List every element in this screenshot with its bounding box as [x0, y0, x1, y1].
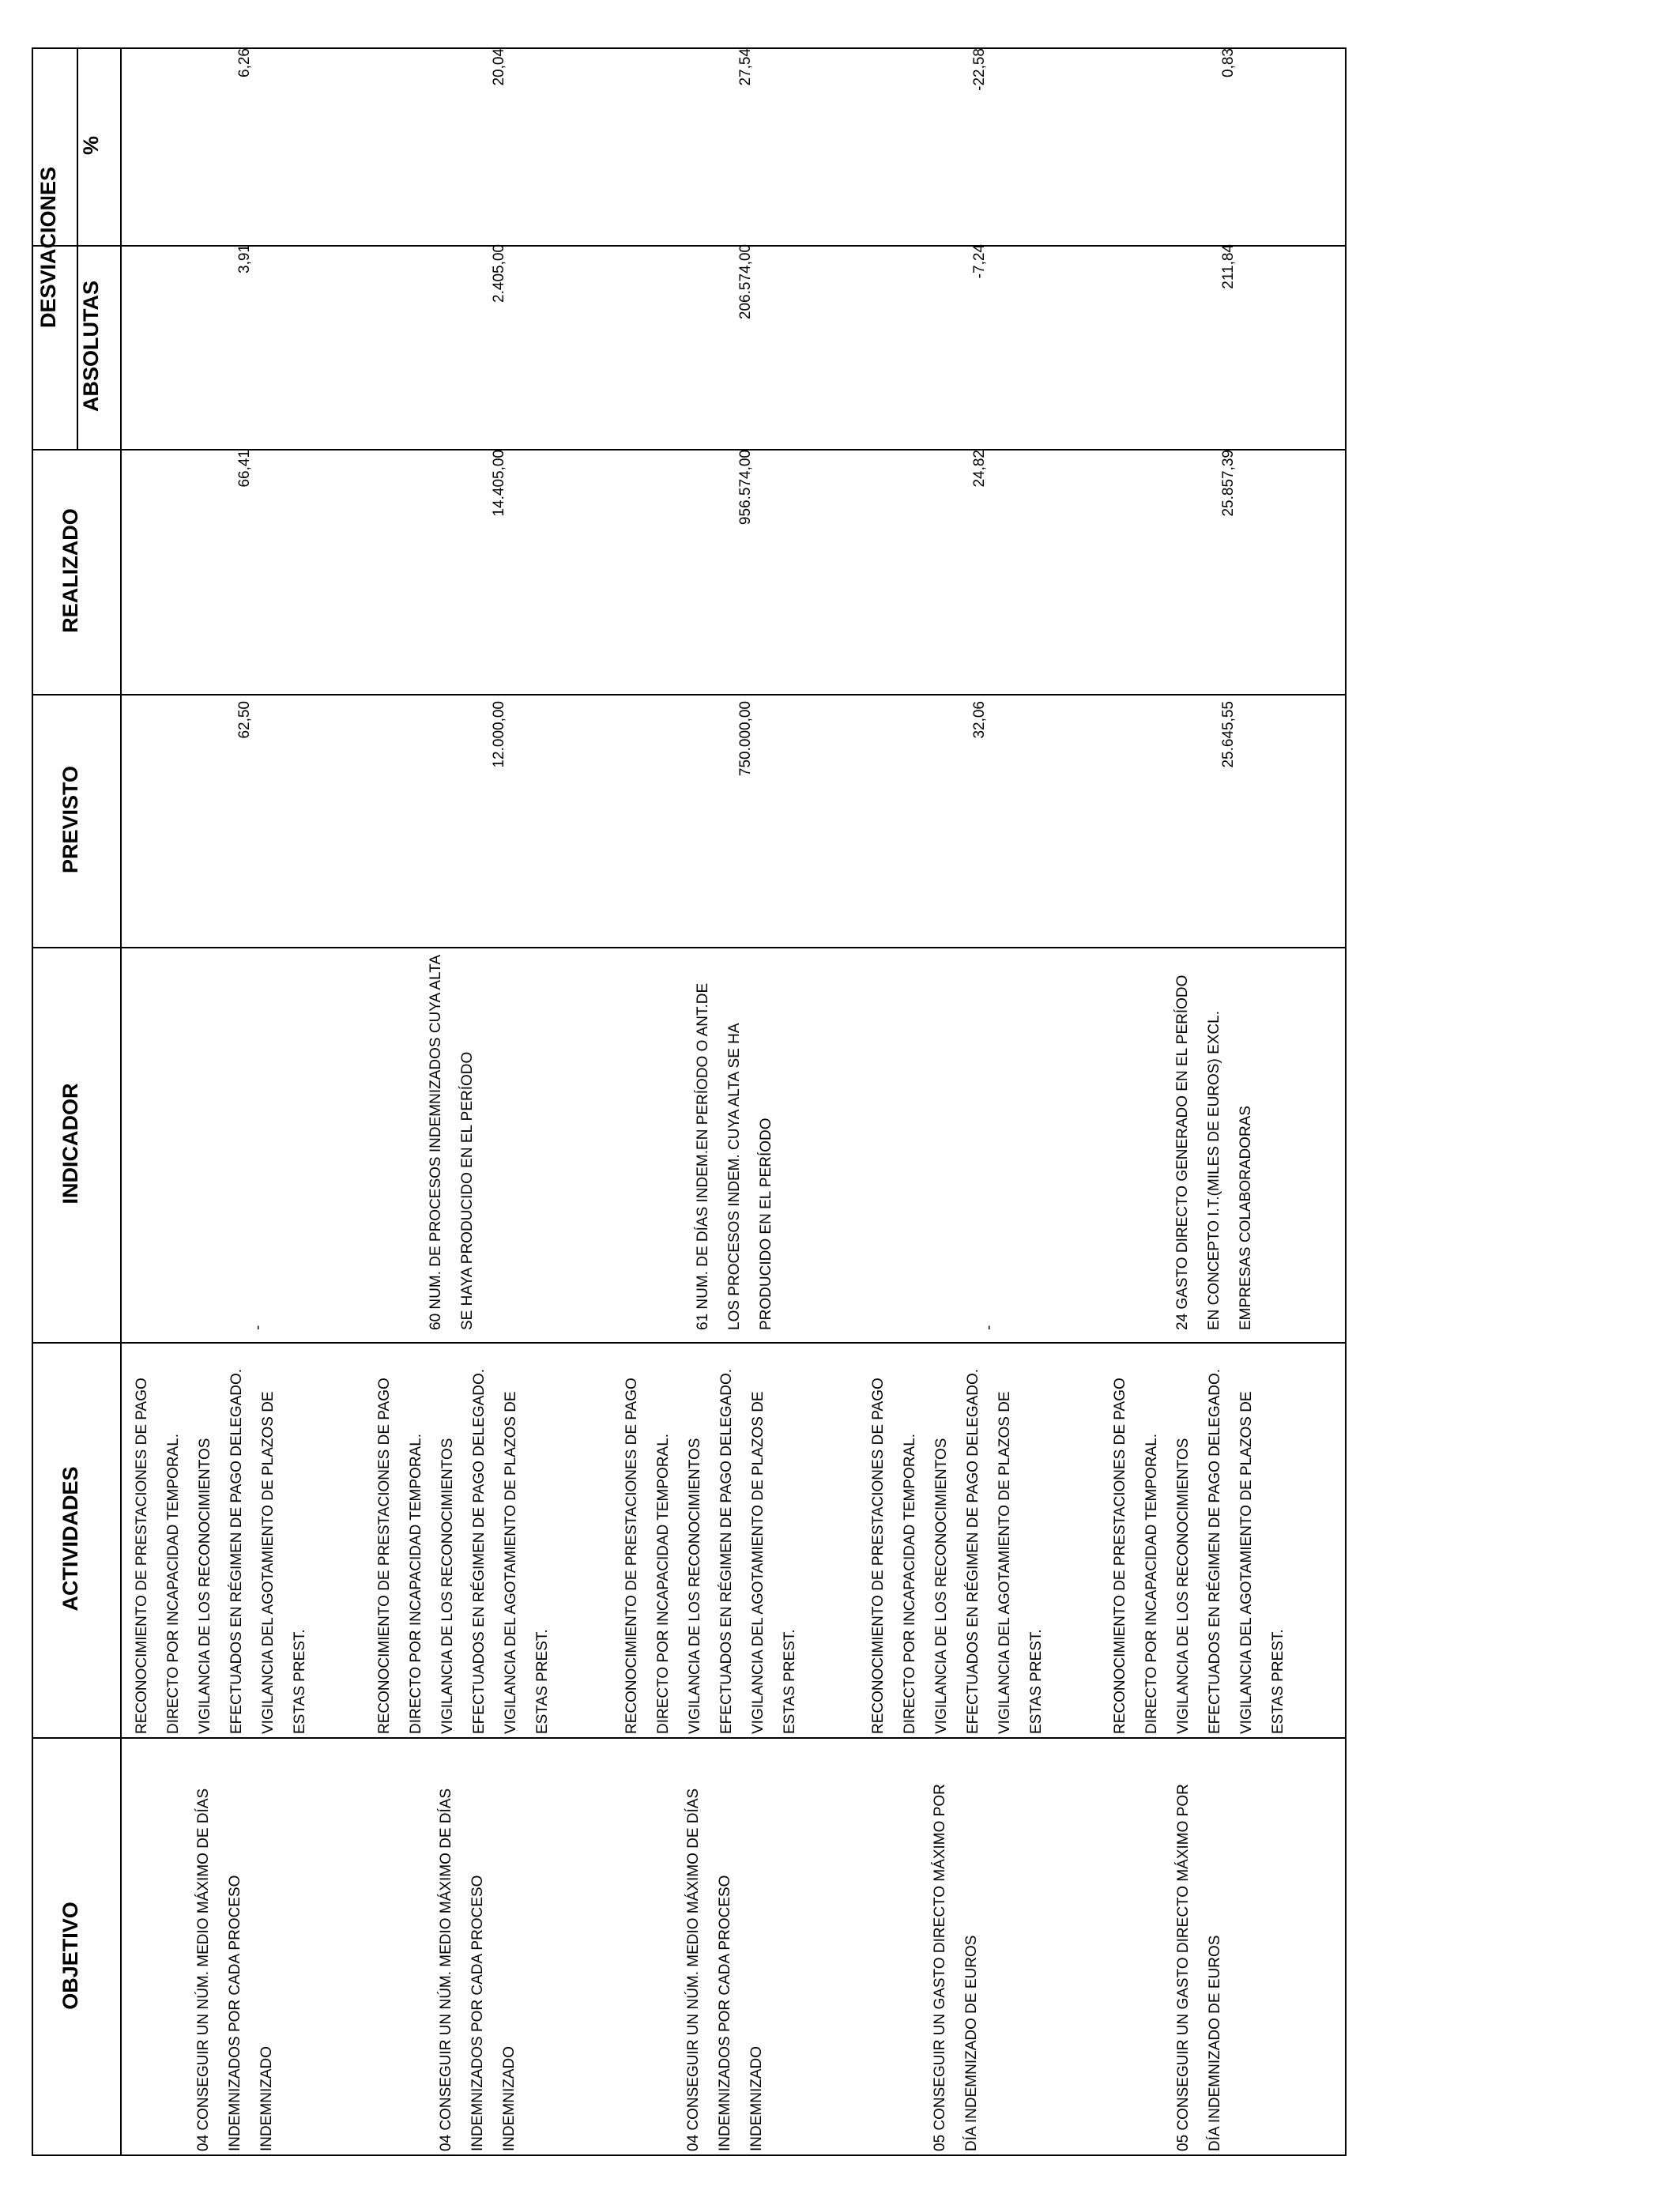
row-2-objetivo: 04 CONSEGUIR UN NÚM. MEDIO MÁXIMO DE DÍAS INDEMNIZADOS POR CADA PROCESO INDEMNIZADO — [438, 1788, 518, 2151]
row-1-realizado: 66,41 — [236, 450, 253, 488]
header-desviaciones: DESVIACIONES — [36, 166, 60, 329]
row-3-porcentaje: 27,54 — [737, 48, 754, 86]
row-5-realizado: 25.857,39 — [1220, 450, 1237, 517]
col-divider-abs-realizado — [33, 449, 1345, 450]
row-5-actividades: RECONOCIMIENTO DE PRESTACIONES DE PAGO DIRECTO POR INCAPACIDAD TEMPORAL. VIGILANCIA DE LOS RECONOCIMIENTOS EFECTUADOS EN RÉGIMEN DE PAGO DELEGADO. VIGILANCIA DEL AGOTAMIENTO DE PLAZOS DE ESTAS PREST. — [1112, 1368, 1286, 1734]
row-4-objetivo: 05 CONSEGUIR UN GASTO DIRECTO MÁXIMO POR DÍA INDEMNIZADO DE EUROS — [932, 1784, 980, 2151]
row-4-porcentaje: -22,58 — [971, 48, 988, 91]
row-2-absolutas: 2.405,00 — [491, 244, 507, 303]
row-4-previsto: 32,06 — [971, 701, 988, 739]
row-3-indicador: 61 NUM. DE DÍAS INDEM.EN PERÍODO O ANT.DE LOS PROCESOS INDEM. CUYA ALTA SE HA PRODUCIDO EN EL PERÍODO — [695, 982, 774, 1330]
header-body-divider — [120, 49, 122, 2154]
col-divider-indicador-actividades — [33, 1342, 1345, 1344]
header-porcentaje: % — [79, 136, 103, 156]
row-4-absolutas: -7,24 — [971, 244, 988, 279]
header-indicador: INDICADOR — [58, 1083, 82, 1204]
row-2-indicador: 60 NUM. DE PROCESOS INDEMNIZADOS CUYA ALTA SE HAYA PRODUCIDO EN EL PERÍODO — [428, 955, 476, 1330]
row-4-realizado: 24,82 — [971, 450, 988, 488]
col-divider-actividades-objetivo — [33, 1737, 1345, 1739]
header-realizado: REALIZADO — [58, 508, 82, 633]
row-3-realizado: 956.574,00 — [737, 450, 754, 526]
row-5-previsto: 25.645,55 — [1220, 701, 1237, 768]
row-3-previsto: 750.000,00 — [737, 701, 754, 777]
row-3-objetivo: 04 CONSEGUIR UN NÚM. MEDIO MÁXIMO DE DÍAS INDEMNIZADOS POR CADA PROCESO INDEMNIZADO — [685, 1788, 765, 2151]
row-4-actividades: RECONOCIMIENTO DE PRESTACIONES DE PAGO DIRECTO POR INCAPACIDAD TEMPORAL. VIGILANCIA DE LOS RECONOCIMIENTOS EFECTUADOS EN RÉGIMEN DE PAGO DELEGADO. VIGILANCIA DEL AGOTAMIENTO DE PLAZOS DE ESTAS PREST. — [870, 1368, 1045, 1734]
row-1-previsto: 62,50 — [236, 701, 253, 739]
row-2-porcentaje: 20,04 — [491, 48, 507, 86]
col-divider-pct-abs — [33, 245, 1345, 247]
row-3-absolutas: 206.574,00 — [737, 244, 754, 320]
row-3-actividades: RECONOCIMIENTO DE PRESTACIONES DE PAGO DIRECTO POR INCAPACIDAD TEMPORAL. VIGILANCIA DE LOS RECONOCIMIENTOS EFECTUADOS EN RÉGIMEN DE PAGO DELEGADO. VIGILANCIA DEL AGOTAMIENTO DE PLAZOS DE ESTAS PREST. — [623, 1368, 798, 1734]
row-1-actividades: RECONOCIMIENTO DE PRESTACIONES DE PAGO DIRECTO POR INCAPACIDAD TEMPORAL. VIGILANCIA DE LOS RECONOCIMIENTOS EFECTUADOS EN RÉGIMEN DE PAGO DELEGADO. VIGILANCIA DEL AGOTAMIENTO DE PLAZOS DE ESTAS PREST. — [134, 1368, 308, 1734]
row-1-indicador: - — [250, 1325, 266, 1330]
row-5-objetivo: 05 CONSEGUIR UN GASTO DIRECTO MÁXIMO POR DÍA INDEMNIZADO DE EUROS — [1175, 1784, 1223, 2151]
row-2-realizado: 14.405,00 — [491, 450, 507, 517]
col-divider-realizado-previsto — [33, 694, 1345, 696]
header-previsto: PREVISTO — [58, 765, 82, 874]
col-divider-previsto-indicador — [33, 947, 1345, 948]
row-5-absolutas: 211,84 — [1220, 244, 1237, 289]
row-4-indicador: - — [981, 1325, 997, 1330]
row-5-indicador: 24 GASTO DIRECTO GENERADO EN EL PERÍODO EN CONCEPTO I.T.(MILES DE EUROS) EXCL. EMPRESAS COLABORADORAS — [1174, 974, 1254, 1330]
row-5-porcentaje: 0,83 — [1220, 48, 1237, 77]
row-2-actividades: RECONOCIMIENTO DE PRESTACIONES DE PAGO DIRECTO POR INCAPACIDAD TEMPORAL. VIGILANCIA DE LOS RECONOCIMIENTOS EFECTUADOS EN RÉGIMEN DE PAGO DELEGADO. VIGILANCIA DEL AGOTAMIENTO DE PLAZOS DE ESTAS PREST. — [376, 1368, 551, 1734]
row-1-porcentaje: 6,26 — [236, 48, 253, 77]
row-1-objetivo: 04 CONSEGUIR UN NÚM. MEDIO MÁXIMO DE DÍAS INDEMNIZADOS POR CADA PROCESO INDEMNIZADO — [195, 1788, 275, 2151]
row-2-previsto: 12.000,00 — [491, 701, 507, 768]
header-absolutas: ABSOLUTAS — [79, 281, 103, 412]
header-actividades: ACTIVIDADES — [58, 1466, 82, 1612]
row-1-absolutas: 3,91 — [236, 244, 253, 273]
header-objetivo: OBJETIVO — [58, 1902, 82, 2010]
